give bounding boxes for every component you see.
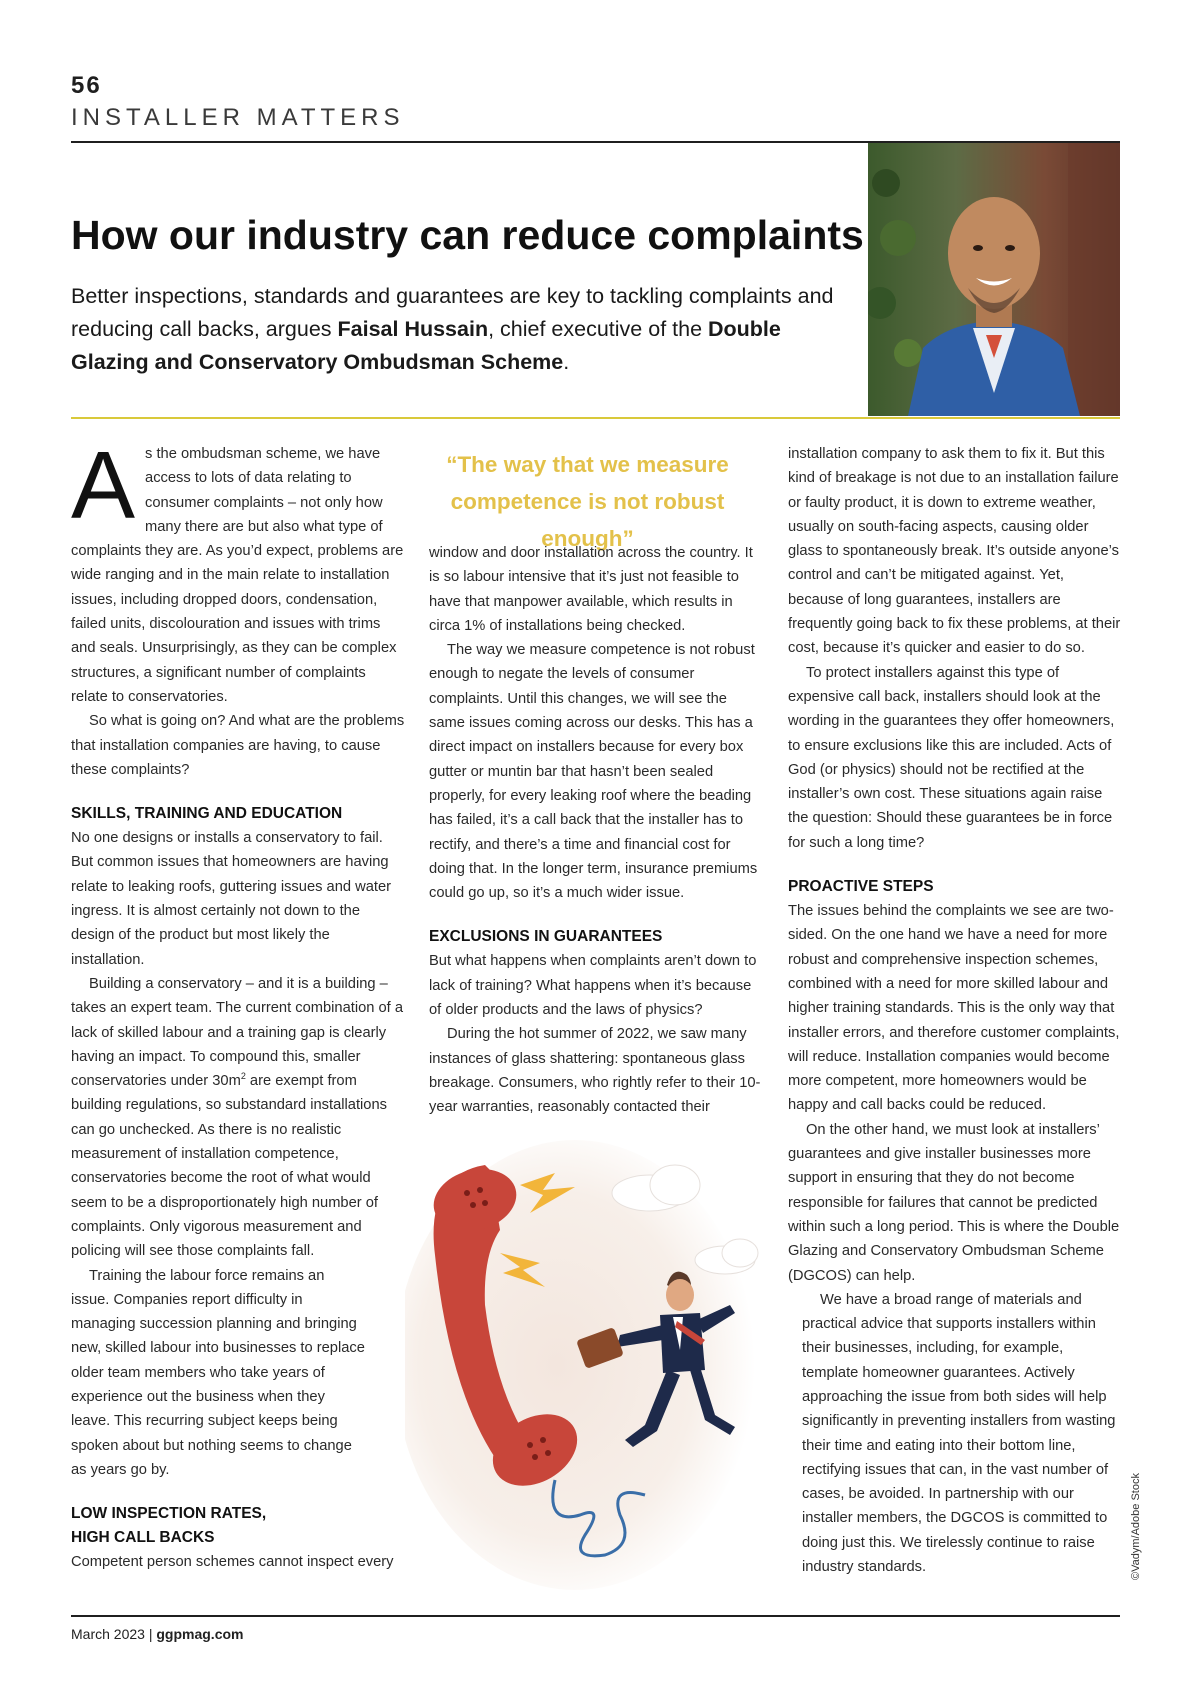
section-heading: SKILLS, TRAINING AND EDUCATION xyxy=(71,805,343,823)
body-paragraph xyxy=(71,432,406,709)
standfirst-text: Better inspections, standards and guarantees are key to tackling complaints and reducing call backs, argues xyxy=(71,284,834,341)
article-column-2 xyxy=(429,541,764,1120)
issue-date: March 2023 xyxy=(71,1626,145,1642)
body-paragraph: But what happens when complaints aren’t down to lack of training? What happens when it’s because of older products and the laws of physics? xyxy=(429,953,757,1019)
body-paragraph: window and door installation across the country. It is so labour intensive that it’s just not feasible to have that manpower available, which results in circa 1% of installations being checked. xyxy=(429,545,753,634)
pull-quote: “The way that we measure competence is not robust enough” xyxy=(446,452,729,551)
body-paragraph: On the other hand, we must look at installers’ guarantees and give installer businesses more support in ensuring that they do not become responsible for failures that cannot be predicted within such a long period. This is where the Double Glazing and Conservatory Ombudsman Scheme (DGCOS) can help. xyxy=(788,1121,1120,1284)
article-column-1 xyxy=(71,432,406,1574)
standfirst-text: . xyxy=(563,350,570,374)
drop-cap: A xyxy=(71,432,136,539)
body-text: are exempt from building regulations, so substandard installations can go unchecked. As there is no realistic measurement of installation competence, conservatories become the root of what would seem to be a disproportionately high number of complaints. Only vigorous measurement and policing will see those complaints fall. xyxy=(71,1073,387,1260)
section-label: INSTALLER MATTERS xyxy=(71,104,405,131)
body-paragraph: No one designs or installs a conservatory to fail. But common issues that homeowners are having relate to leaking roofs, guttering issues and water ingress. It is almost certainly not down to the design of the product but most likely the installation. xyxy=(71,830,392,968)
body-paragraph: So what is going on? And what are the problems that installation companies are having, to cause these complaints? xyxy=(71,713,405,778)
body-paragraph: installation company to ask them to fix it. But this kind of breakage is not due to an installation failure or faulty product, it is down to extreme weather, usually on south-facing aspects, causing older glass to spontaneously break. It’s outside anyone’s control and can’t be mitigated against. Yet, because of long guarantees, installers are frequently going back to fix these problems, at their cost, because it’s quicker and easier to do so. xyxy=(788,446,1121,657)
page-number: 56 xyxy=(71,72,102,99)
author-photo xyxy=(868,143,1120,416)
section-heading: PROACTIVE STEPS xyxy=(788,878,934,896)
author-name: Faisal Hussain xyxy=(337,317,489,341)
footer-separator: | xyxy=(144,1626,157,1642)
body-paragraph xyxy=(71,972,406,1264)
accent-divider xyxy=(71,417,1120,419)
body-paragraph: Competent person schemes cannot inspect every xyxy=(71,1554,394,1571)
phone-chase-illustration xyxy=(405,1135,775,1595)
footer xyxy=(71,1626,243,1642)
image-credit: ©Vadym/Adobe Stock xyxy=(1130,1473,1142,1580)
article-headline: How our industry can reduce complaints xyxy=(71,212,864,258)
standfirst-text: , chief executive of the xyxy=(488,317,708,341)
body-paragraph: Training the labour force remains an issue. Companies report difficulty in managing succession planning and bringing new, skilled labour into businesses to replace older team members who take years of experience out the business when they leave. This recurring subject keeps being spoken about but nothing seems to change as years go by. xyxy=(71,1267,365,1478)
body-text: s the ombudsman scheme, we have access to lots of data relating to consumer complaints – not only how many there are but also what type of complaints they are. As you’d expect, problems are wide ranging and in the main relate to installation issues, including dropped doors, condensation, failed units, discolouration and issues with trims and seals. Unsurprisingly, as they can be complex structures, a significant number of complaints relate to conservatories. xyxy=(71,446,404,705)
body-text: Building a conservatory – and it is a building – takes an expert team. The current combination of a lack of skilled labour and a training gap is clearly having an impact. To compound this, smaller conservatories under 30m xyxy=(71,975,404,1090)
standfirst xyxy=(71,280,841,379)
body-paragraph: To protect installers against this type of expensive call back, installers should look at the wording in the guarantees they offer homeowners, to ensure exclusions like this are included. Acts of God (or physics) should not be rectified at the installer’s own cost. These situations again raise the question: Should these guarantees be in force for such a long time? xyxy=(788,664,1115,851)
body-paragraph: We have a broad range of materials and practical advice that supports installers within their businesses, including, for example, template homeowner guarantees. Actively approaching the issue from both sides will help significantly in preventing installers from wasting their time and eating into their bottom line, rectifying issues that can, in the vast number of cases, be avoided. In partnership with our installer members, the DGCOS is committed to doing just this. We tirelessly continue to raise industry standards. xyxy=(802,1291,1116,1576)
body-paragraph: The issues behind the complaints we see are two-sided. On the one hand we have a need for more robust and comprehensive inspection schemes, combined with a need for more skilled labour and higher training standards. This is the only way that installer errors, and therefore customer complaints, will reduce. Installation companies would become more competent, more homeowners would be happy and call backs could be reduced. xyxy=(788,903,1120,1114)
organisation-name: Double Glazing and Conservatory Ombudsman Scheme xyxy=(71,317,781,374)
section-heading: LOW INSPECTION RATES, HIGH CALL BACKS xyxy=(71,1505,267,1547)
superscript: 2 xyxy=(240,1071,246,1082)
website-link[interactable]: ggpmag.com xyxy=(156,1626,244,1642)
body-paragraph: During the hot summer of 2022, we saw many instances of glass shattering: spontaneous glass breakage. Consumers, who rightly refer to their 10-year warranties, reasonably contacted their xyxy=(429,1026,761,1116)
bottom-divider xyxy=(71,1615,1120,1617)
body-paragraph: The way we measure competence is not robust enough to negate the levels of consumer complaints. Until this changes, we will see the same issues coming across our desks. This has a direct impact on installers because for every box gutter or muntin bar that hasn’t been sealed properly, for every leaking roof where the beading has failed, it’s a call back that the installer has to rectify, and there’s a time and financial cost for doing that. In the longer term, insurance premiums could go up, so it’s a much wider issue. xyxy=(429,642,758,902)
article-column-3 xyxy=(788,442,1123,1579)
section-heading: EXCLUSIONS IN GUARANTEES xyxy=(429,928,663,946)
